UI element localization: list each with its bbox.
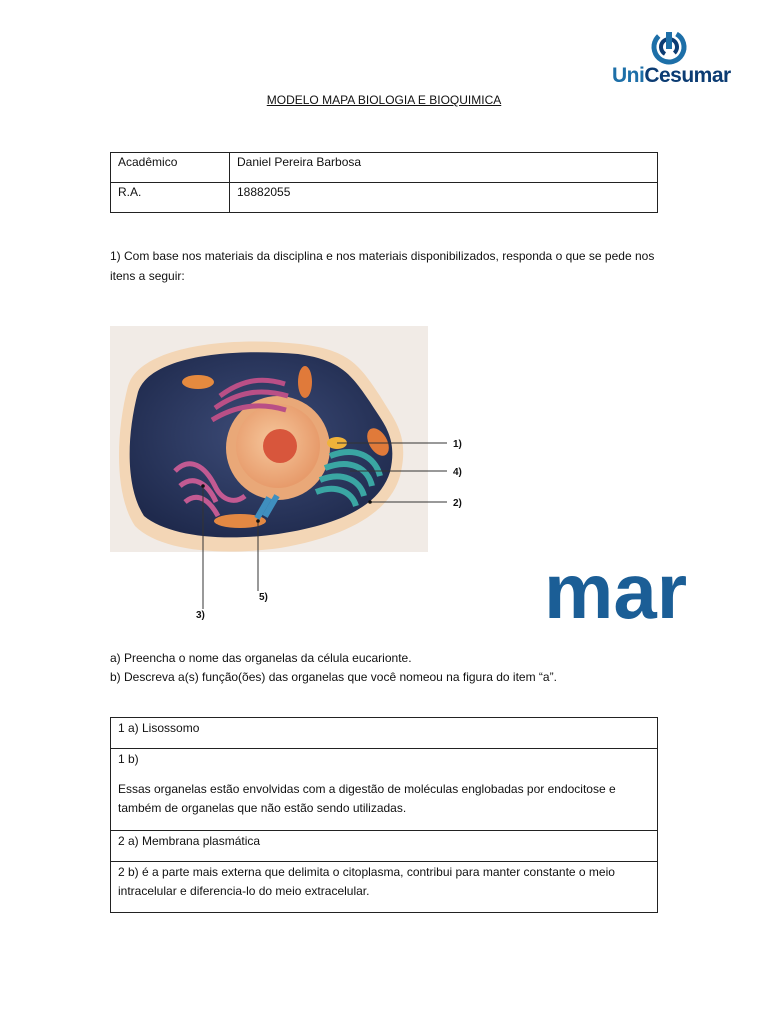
nucleolus: [263, 429, 297, 463]
figure-label-5: 5): [259, 592, 268, 603]
answer-1b-label: 1 b): [118, 752, 139, 766]
logo-wordmark: [612, 64, 731, 88]
ra-label: R.A.: [111, 183, 230, 213]
figure-label-2: 2): [453, 498, 462, 509]
student-info-table: [110, 152, 658, 213]
answer-2b: [110, 861, 658, 913]
answer-2b-text: 2 b) é a parte mais externa que delimita o citoplasma, contribui para manter constante o meio intracelular e diferencia-lo do meio extracelular.: [118, 865, 615, 898]
figure-label-1: 1): [453, 439, 462, 450]
student-label: Acadêmico: [111, 153, 230, 183]
figure-label-4: 4): [453, 467, 462, 478]
answer-1a-text: 1 a) Lisossomo: [118, 721, 200, 735]
answer-1a: [110, 717, 658, 749]
ra-value: 18882055: [230, 183, 658, 213]
logo-text-uni: Uni: [612, 64, 645, 87]
logo-mark-icon: [612, 28, 736, 68]
question-1: 1) Com base nos materiais da disciplina e nos materiais disponibilizados, responda o que se pede nos itens a seguir:: [110, 249, 655, 283]
watermark-text: mar: [544, 547, 688, 635]
answer-2a: [110, 830, 658, 862]
table-row: [111, 183, 658, 213]
logo-text-cesumar: Cesumar: [644, 64, 731, 87]
item-b: b) Descreva a(s) função(ões) das organelas que você nomeou na figura do item “a”.: [110, 670, 557, 684]
mitochondrion: [182, 375, 214, 389]
question-items: [110, 649, 670, 687]
mitochondrion: [298, 366, 312, 398]
cell-figure: [110, 326, 688, 635]
document-title: MODELO MAPA BIOLOGIA E BIOQUIMICA: [266, 93, 502, 107]
eukaryotic-cell-illustration: [110, 326, 688, 635]
item-a: a) Preencha o nome das organelas da célula eucarionte.: [110, 651, 412, 665]
answer-2a-text: 2 a) Membrana plasmática: [118, 834, 261, 848]
table-row: [111, 153, 658, 183]
unicesumar-logo: [612, 28, 736, 90]
figure-label-3: 3): [196, 610, 205, 621]
answer-1b-text: Essas organelas estão envolvidas com a digestão de moléculas englobadas por endocitose e também de organelas que não estão sendo utilizadas.: [118, 782, 616, 815]
student-name: Daniel Pereira Barbosa: [230, 153, 658, 183]
answer-1b: [110, 748, 658, 831]
